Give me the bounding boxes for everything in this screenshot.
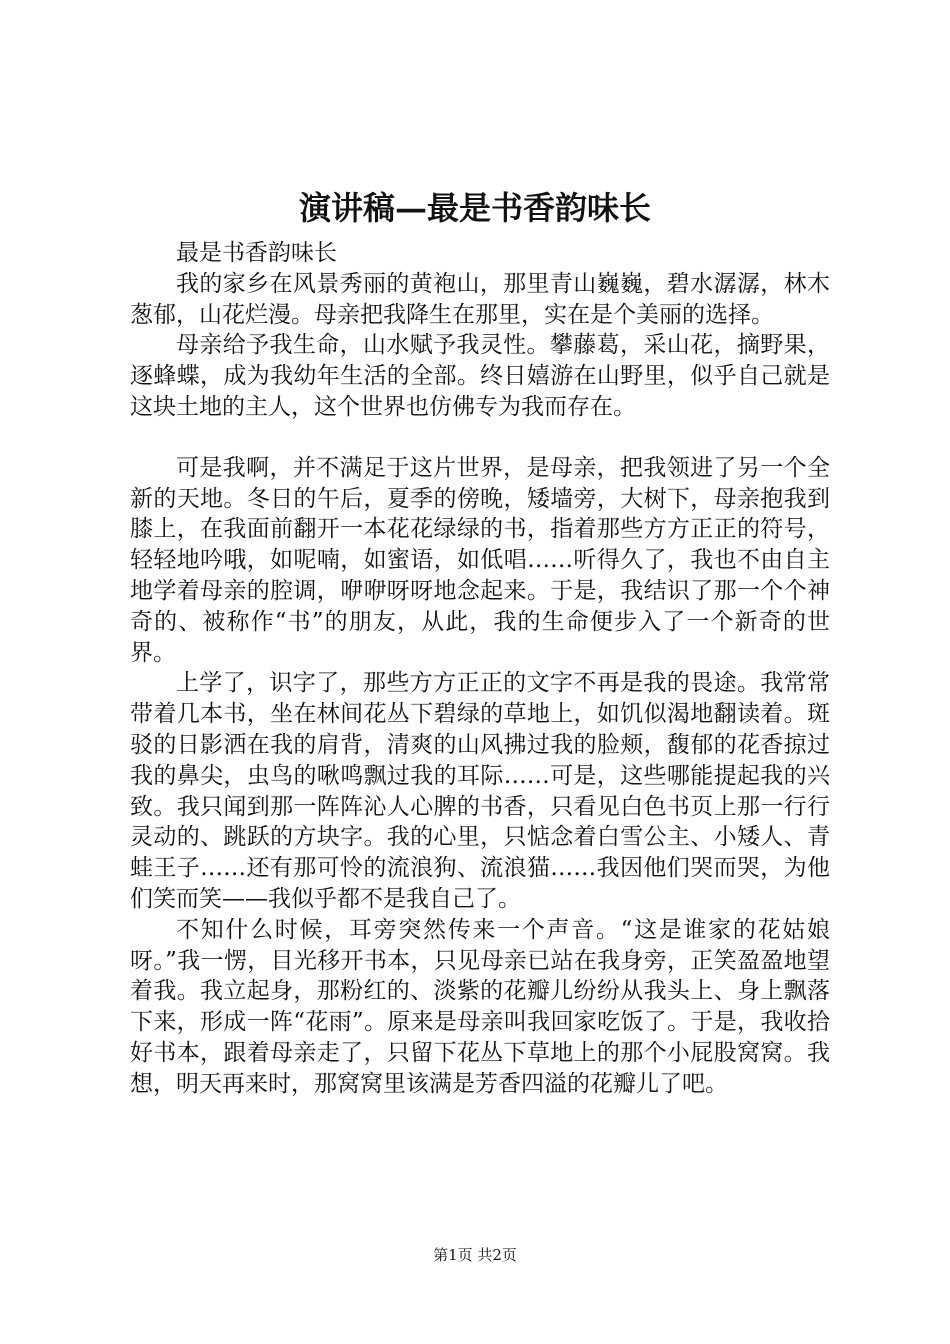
paragraph-hometown: 我的家乡在风景秀丽的黄袍山，那里青山巍巍，碧水潺潺，林木葱郁，山花烂漫。母亲把我降生在那里，实在是个美丽的选择。: [130, 270, 830, 328]
paragraph-subtitle: 最是书香韵味长: [176, 240, 337, 266]
document-title: 演讲稿—最是书香韵味长: [298, 189, 651, 227]
paragraph-school-reading: 上学了，识字了，那些方方正正的文字不再是我的畏途。我常常带着几本书，坐在林间花丛下碧绿的草地上，如饥似渴地翻读着。斑驳的日影洒在我的肩背，清爽的山风拂过我的脸颊，馥郁的花香掠过我的鼻尖，虫鸟的啾鸣飘过我的耳际……可是，这些哪能提起我的兴致。我只闻到那一阵阵沁人心脾的书香，只看见白色书页上那一行行灵动的、跳跃的方块字。我的心里，只惦念着白雪公主、小矮人、青蛙王子……还有那可怜的流浪狗、流浪猫……我因他们哭而哭，为他们笑而笑——我似乎都不是我自己了。: [130, 670, 830, 912]
page-number: 第1页 共2页: [433, 1246, 517, 1264]
document-body: [130, 238, 830, 1100]
paragraph-mother-reading: 可是我啊，并不满足于这片世界，是母亲，把我领进了另一个全新的天地。冬日的午后，夏季的傍晚，矮墙旁，大树下，母亲抱我到膝上，在我面前翻开一本花花绿绿的书，指着那些方方正正的符号，轻轻地吟哦，如呢喃，如蜜语，如低唱……听得久了，我也不由自主地学着母亲的腔调，咿咿呀呀地念起来。于是，我结识了那一个个神奇的、被称作“书”的朋友，从此，我的生命便步入了一个新奇的世界。: [130, 454, 830, 666]
paragraph-childhood: 母亲给予我生命，山水赋予我灵性。攀藤葛，采山花，摘野果，逐蜂蝶，成为我幼年生活的全部。终日嬉游在山野里，似乎自己就是这块土地的主人，这个世界也仿佛专为我而存在。: [130, 332, 830, 420]
paragraph-flower-rain: 不知什么时候，耳旁突然传来一个声音。“这是谁家的花姑娘呀。”我一愣，目光移开书本，只见母亲已站在我身旁，正笑盈盈地望着我。我立起身，那粉红的、淡紫的花瓣儿纷纷从我头上、身上飘落下来，形成一阵“花雨”。原来是母亲叫我回家吃饭了。于是，我收拾好书本，跟着母亲走了，只留下花丛下草地上的那个小屁股窝窝。我想，明天再来时，那窝窝里该满是芳香四溢的花瓣儿了吧。: [130, 916, 830, 1097]
